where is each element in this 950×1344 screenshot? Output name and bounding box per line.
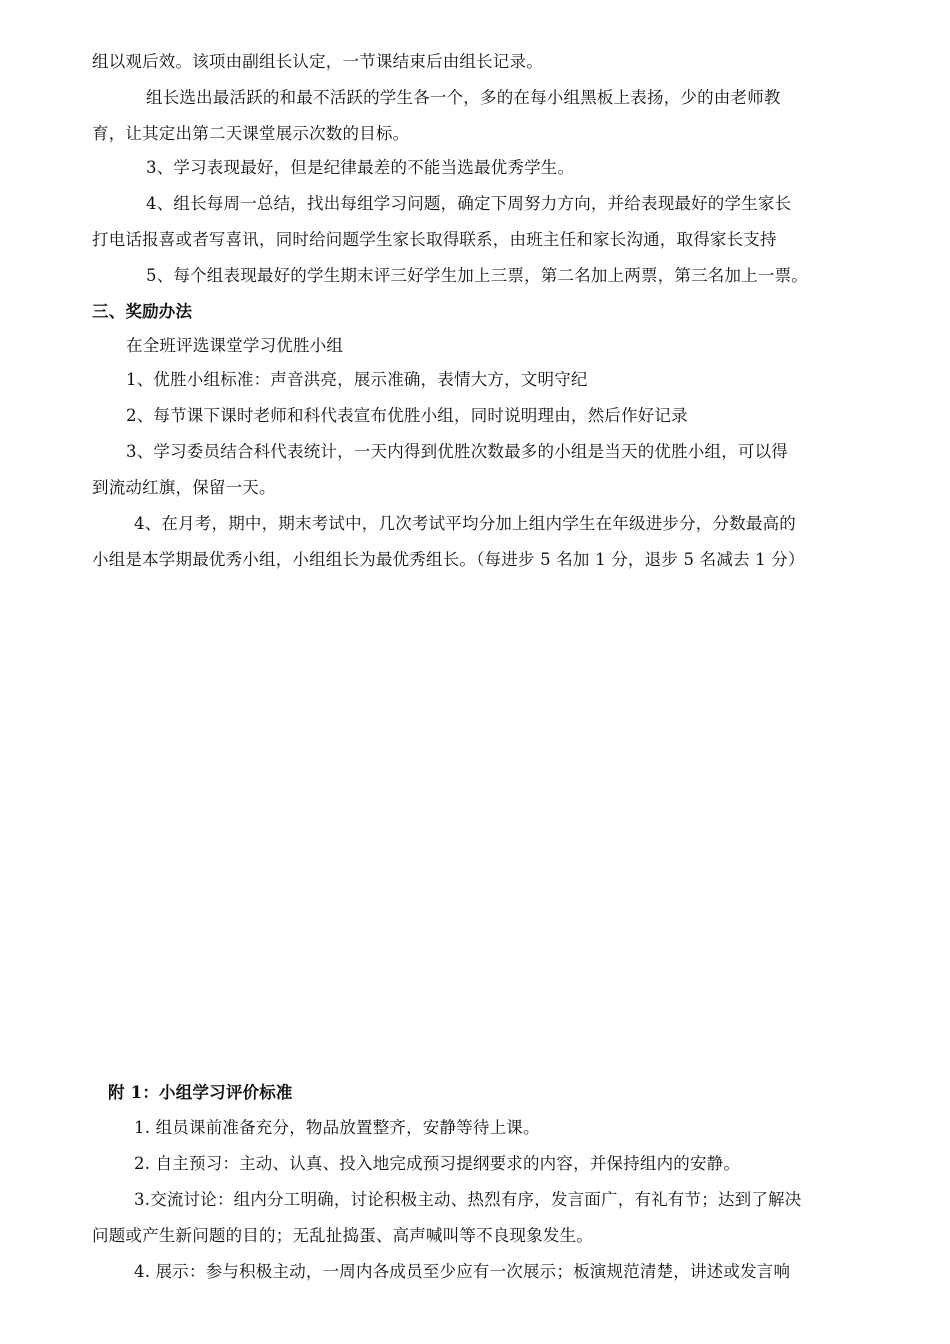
text-line: 小组是本学期最优秀小组，小组组长为最优秀组长。（每进步 5 名加 1 分，退步 5 名减去 1 分） [92,550,805,569]
text-line: 2. 自主预习：主动、认真、投入地完成预习提纲要求的内容，并保持组内的安静。 [134,1154,741,1173]
text-line: 3、学习委员结合科代表统计，一天内得到优胜次数最多的小组是当天的优胜小组，可以得 [126,442,788,461]
text-line: 组以观后效。该项由副组长认定，一节课结束后由组长记录。 [92,52,543,71]
text-line: 4、在月考，期中，期末考试中，几次考试平均分加上组内学生在年级进步分，分数最高的 [134,514,796,533]
text-line: 育，让其定出第二天课堂展示次数的目标。 [92,124,410,143]
text-line: 问题或产生新问题的目的；无乱扯捣蛋、高声喊叫等不良现象发生。 [92,1226,593,1245]
appendix-heading: 附 1：小组学习评价标准 [108,1083,293,1102]
text-line: 5、每个组表现最好的学生期末评三好学生加上三票，第二名加上两票，第三名加上一票。 [146,266,808,285]
text-line: 1、优胜小组标准：声音洪亮，展示准确，表情大方，文明守纪 [126,370,588,389]
text-line: 到流动红旗，保留一天。 [92,478,276,497]
section-heading: 三、奖励办法 [92,302,193,321]
text-line: 3、学习表现最好，但是纪律最差的不能当选最优秀学生。 [146,158,575,177]
text-line: 1. 组员课前准备充分，物品放置整齐，安静等待上课。 [134,1118,540,1137]
text-line: 在全班评选课堂学习优胜小组 [126,336,344,355]
text-line: 打电话报喜或者写喜讯，同时给问题学生家长取得联系，由班主任和家长沟通，取得家长支持 [92,230,777,249]
text-line: 2、每节课下课时老师和科代表宣布优胜小组，同时说明理由，然后作好记录 [126,406,688,425]
text-line: 4. 展示：参与积极主动，一周内各成员至少应有一次展示；板演规范清楚，讲述或发言响 [134,1262,791,1281]
text-line: 3.交流讨论：组内分工明确，讨论积极主动、热烈有序，发言面广，有礼有节；达到了解决 [134,1190,802,1209]
text-line: 4、组长每周一总结，找出每组学习问题，确定下周努力方向，并给表现最好的学生家长 [146,194,792,213]
text-line: 组长选出最活跃的和最不活跃的学生各一个，多的在每小组黑板上表扬，少的由老师教 [146,88,781,107]
